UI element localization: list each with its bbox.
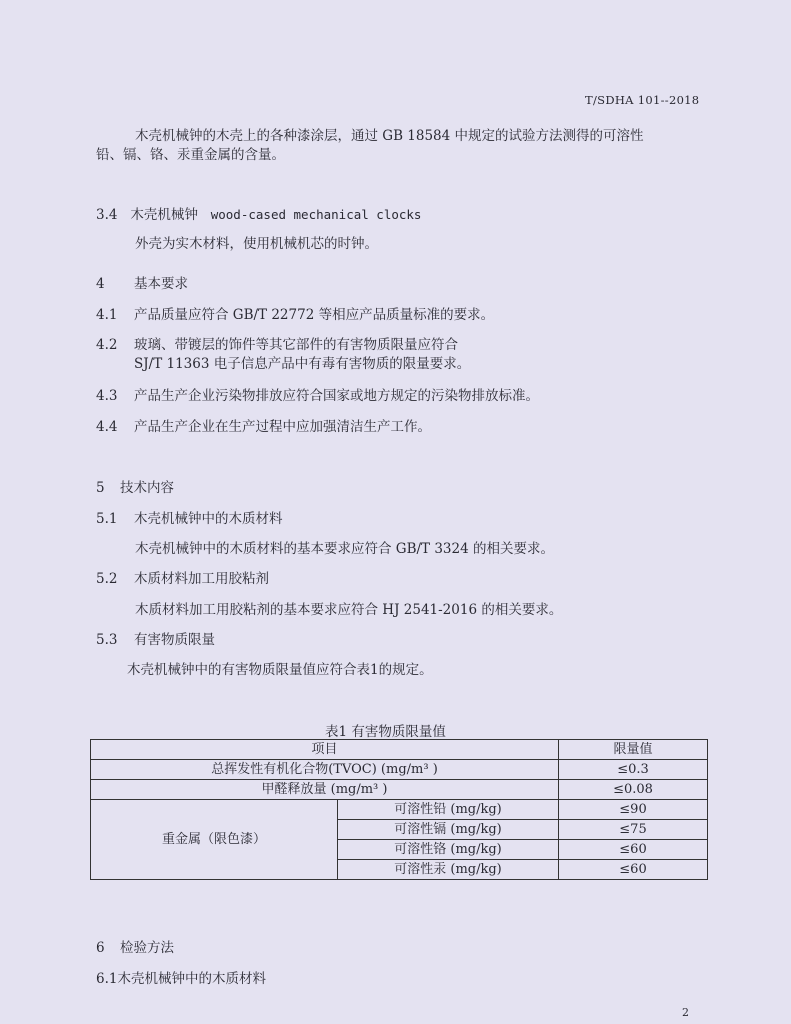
row-label: 甲醛释放量 (mg/m³ ) <box>91 780 559 800</box>
item-4-2 <box>96 336 458 354</box>
row-label: 总挥发性有机化合物(TVOC) (mg/m³ ) <box>91 760 559 780</box>
section-number: 5 <box>96 480 105 496</box>
section-number: 4 <box>96 276 105 292</box>
row-label: 可溶性镉 (mg/kg) <box>338 820 559 840</box>
table-caption: 表1 有害物质限量值 <box>325 724 446 740</box>
section-title: 有害物质限量 <box>134 632 215 648</box>
section-5-3-body: 木壳机械钟中的有害物质限量值应符合表1的规定。 <box>127 662 433 678</box>
item-4-3 <box>96 387 539 405</box>
item-number: 4.2 <box>96 337 118 353</box>
row-label: 可溶性铬 (mg/kg) <box>338 840 559 860</box>
section-5-2-heading <box>96 570 269 588</box>
section-6-heading <box>96 939 174 957</box>
section-number: 5.3 <box>96 632 118 648</box>
section-6-1-heading <box>96 970 266 988</box>
page-number: 2 <box>682 1006 689 1019</box>
section-title: 技术内容 <box>120 480 174 496</box>
section-5-2-body: 木质材料加工用胶粘剂的基本要求应符合 HJ 2541-2016 的相关要求。 <box>135 602 563 618</box>
intro-line-1: 木壳机械钟的木壳上的各种漆涂层，通过 GB 18584 中规定的试验方法测得的可溶性 <box>135 128 644 144</box>
header-limit: 限量值 <box>559 740 708 760</box>
section-3-4-body: 外壳为实木材料，使用机械机芯的时钟。 <box>135 236 378 252</box>
section-number: 6.1 <box>96 971 118 987</box>
section-number: 5.2 <box>96 571 118 587</box>
section-title: 木壳机械钟中的木质材料 <box>134 511 283 527</box>
table-row <box>91 760 708 780</box>
row-limit: ≤0.08 <box>559 780 708 800</box>
item-text: 产品生产企业在生产过程中应加强清洁生产工作。 <box>134 419 431 435</box>
item-number: 4.1 <box>96 307 118 323</box>
row-label: 可溶性汞 (mg/kg) <box>338 860 559 880</box>
table-row <box>91 780 708 800</box>
header-item: 项目 <box>91 740 559 760</box>
section-title: 木壳机械钟 <box>130 207 198 223</box>
heavy-metal-label: 重金属（限色漆） <box>91 800 338 880</box>
hazard-limit-table <box>90 739 708 880</box>
section-5-heading <box>96 479 174 497</box>
section-5-1-body: 木壳机械钟中的木质材料的基本要求应符合 GB/T 3324 的相关要求。 <box>135 541 554 557</box>
section-4-heading <box>96 275 188 293</box>
item-text: 产品质量应符合 GB/T 22772 等相应产品质量标准的要求。 <box>134 307 495 323</box>
section-number: 5.1 <box>96 511 118 527</box>
row-limit: ≤0.3 <box>559 760 708 780</box>
item-number: 4.3 <box>96 388 118 404</box>
table-row <box>91 800 708 820</box>
row-limit: ≤90 <box>559 800 708 820</box>
section-title: 基本要求 <box>134 276 188 292</box>
section-title: 检验方法 <box>120 940 174 956</box>
item-text: 玻璃、带镀层的饰件等其它部件的有害物质限量应符合 <box>134 337 458 353</box>
row-limit: ≤60 <box>559 860 708 880</box>
doc-code: T/SDHA 101--2018 <box>585 93 700 107</box>
row-limit: ≤75 <box>559 820 708 840</box>
item-4-4 <box>96 418 431 436</box>
section-5-1-heading <box>96 510 283 528</box>
item-4-1 <box>96 306 494 324</box>
section-title-en: wood-cased mechanical clocks <box>210 207 422 222</box>
item-4-2-line-2: SJ/T 11363 电子信息产品中有毒有害物质的限量要求。 <box>134 356 471 372</box>
section-title: 木壳机械钟中的木质材料 <box>117 971 266 987</box>
item-text: 产品生产企业污染物排放应符合国家或地方规定的污染物排放标准。 <box>134 388 539 404</box>
section-title: 木质材料加工用胶粘剂 <box>134 571 269 587</box>
section-3-4-heading <box>96 206 421 224</box>
intro-line-2: 铅、镉、铬、汞重金属的含量。 <box>96 147 285 163</box>
section-5-3-heading <box>96 631 215 649</box>
row-limit: ≤60 <box>559 840 708 860</box>
table-header-row <box>91 740 708 760</box>
item-number: 4.4 <box>96 419 118 435</box>
section-number: 3.4 <box>96 207 118 223</box>
section-number: 6 <box>96 940 105 956</box>
row-label: 可溶性铅 (mg/kg) <box>338 800 559 820</box>
